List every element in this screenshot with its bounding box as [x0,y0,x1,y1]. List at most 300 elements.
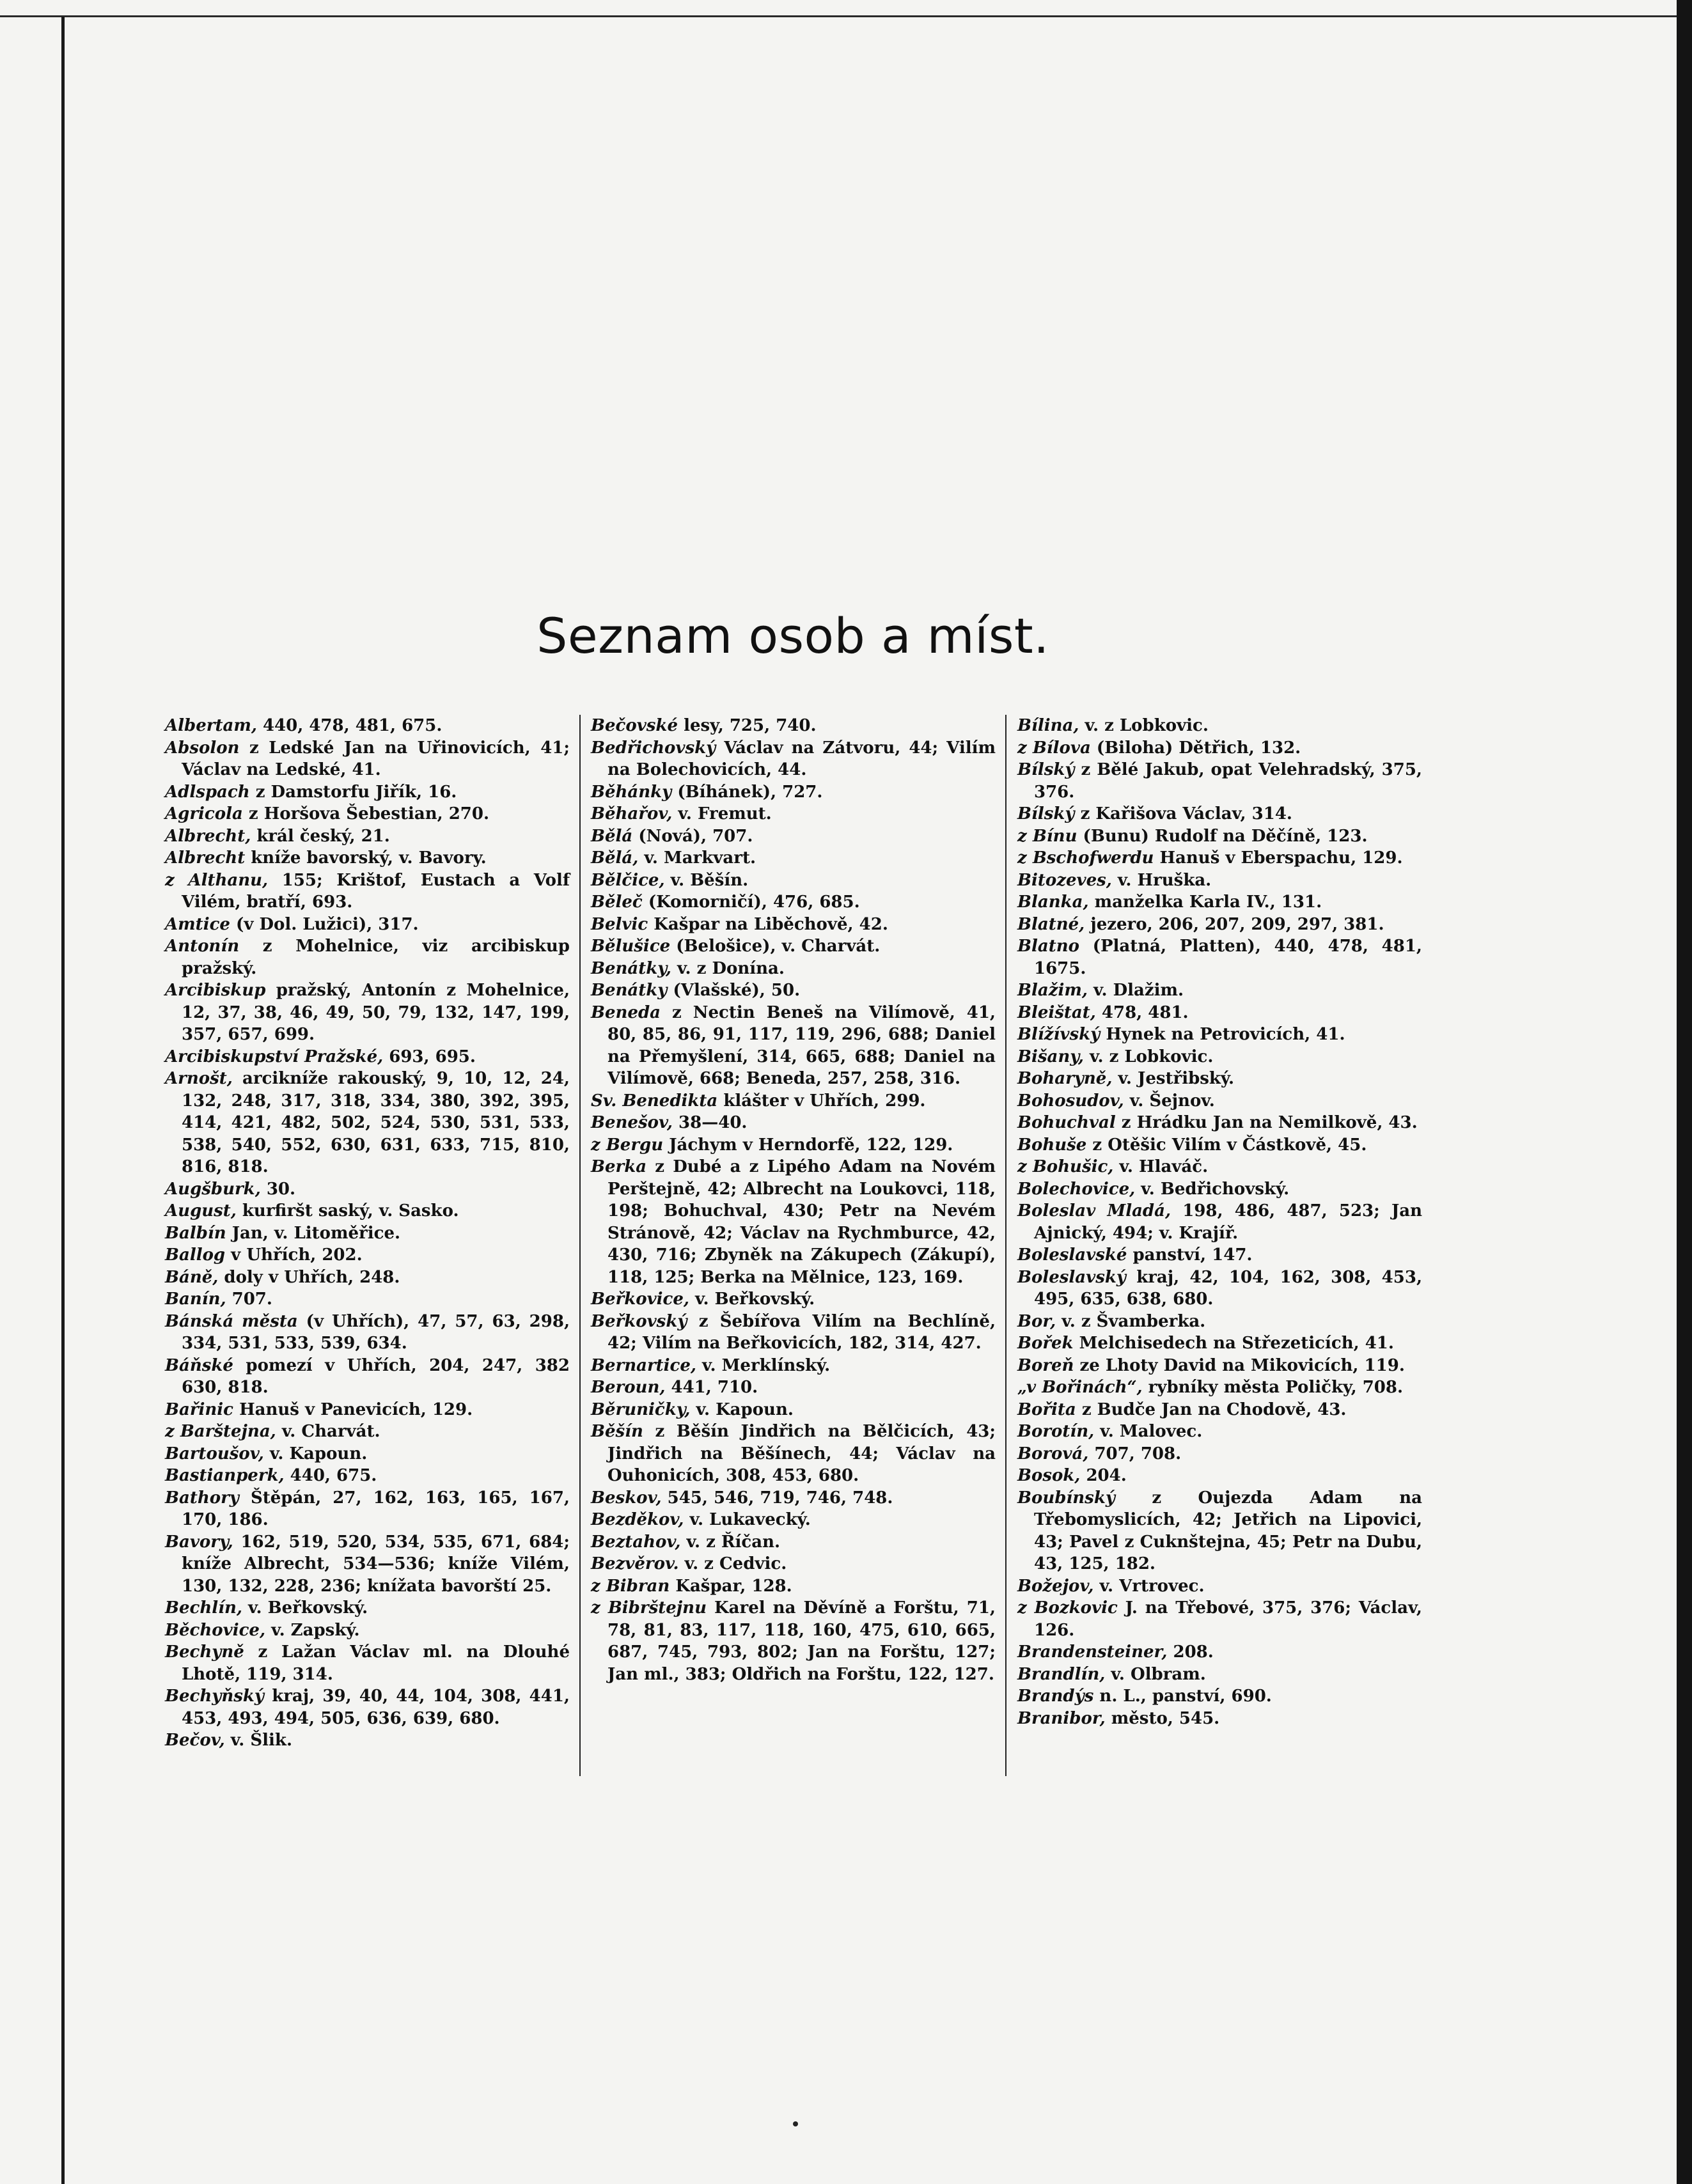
index-entry-text: z Otěšic Vilím v Částkově, 45. [1092,1135,1367,1155]
index-entry-heading: Bavory, [165,1532,233,1552]
index-entry-heading: Boubínský [1017,1488,1115,1508]
index-entry-heading: Bernartice, [591,1355,696,1375]
index-entry-heading: Bezděkov, [591,1510,684,1529]
index-entry-heading: Beroun, [591,1378,666,1397]
index-entry [1017,1046,1422,1068]
index-entry-heading: Albertam, [165,716,257,735]
index-entry-heading: Boreň [1017,1355,1074,1375]
index-entry [165,1288,570,1311]
index-entry-text: kníže bavorský, v. Bavory. [251,848,487,868]
index-entry-text: v. Hruška. [1117,870,1212,890]
index-entry-heading: „v Bořinách“, [1017,1378,1143,1397]
index-entry-text: jezero, 206, 207, 209, 297, 381. [1090,914,1384,934]
index-entry-heading: z Bibrštejnu [591,1598,707,1618]
index-entry-text: Štěpán, 27, 162, 163, 165, 167, 170, 186. [182,1488,570,1529]
index-entry-text: z Oujezda Adam na Třebomyslicích, 42; Jetřich na Lipovici, 43; Pavel z Cuknštejna, 45; Petr na Dubu, 43, 125, 182. [1034,1488,1422,1573]
index-entry-heading: Augšburk, [165,1179,261,1199]
index-entry [1017,1090,1422,1112]
index-entry-text: z Mohelnice, viz arcibiskup pražský. [182,937,570,978]
index-column-3 [1017,715,1422,1729]
index-entry [165,1729,570,1752]
index-entry-heading: Bezvěrov. [591,1554,679,1573]
page-top-edge [0,0,1677,17]
index-entry-text: (Platná, Platten), 440, 478, 481, 1675. [1034,937,1422,978]
index-entry-text: 204. [1086,1466,1127,1485]
index-entry [165,1399,570,1421]
index-entry-heading: Amtice [165,914,230,934]
index-entry [1017,759,1422,803]
index-entry [591,1487,996,1509]
index-entry-text: v. z Cedvic. [684,1554,787,1573]
index-entry [165,1178,570,1201]
index-entry-text: Václav na Zátvoru, 44; Vilím na Bolechovicích, 44. [607,738,996,779]
index-entry [591,1134,996,1157]
index-entry-text: manželka Karla IV., 131. [1094,893,1322,912]
index-entry-text: v. Lukavecký. [689,1510,811,1529]
index-entry-text: n. L., panství, 690. [1099,1687,1272,1706]
index-entry-text: v. Malovec. [1100,1422,1203,1441]
index-entry-heading: Bělčice, [591,870,665,890]
index-entry-text: v. Dlažim. [1093,981,1184,1000]
index-entry-heading: Bolechovice, [1017,1179,1136,1199]
index-entry [591,1575,996,1598]
index-entry [591,1399,996,1421]
index-entry [1017,1068,1422,1090]
index-entry-text: v. Běšín. [670,870,749,890]
index-entry-heading: Bechlín, [165,1598,242,1618]
index-entry-text: v. Bedřichovský. [1141,1179,1290,1199]
index-entry-text: (Nová), 707. [638,826,753,846]
index-entry [1017,1024,1422,1046]
index-entry-text: (Biloha) Dětřich, 132. [1096,738,1301,758]
index-entry-text: 208. [1173,1642,1214,1662]
index-entry-text: v. Kapoun. [696,1400,794,1419]
index-entry [591,935,996,958]
index-entry [165,1046,570,1068]
index-entry-heading: Benátky [591,981,668,1000]
index-entry [1017,870,1422,892]
index-entry [591,1531,996,1554]
page-mark [793,2121,798,2126]
index-entry-text: město, 545. [1111,1708,1220,1728]
index-entry-heading: Brandensteiner, [1017,1642,1168,1662]
index-entry-text: Jan, v. Litoměřice. [231,1223,401,1243]
index-entry-text: Hanuš v Panevicích, 129. [239,1400,473,1419]
index-entry-heading: Bečovské [591,716,678,735]
index-entry-heading: Benešov, [591,1113,673,1132]
index-entry [1017,1708,1422,1730]
index-entry [165,803,570,825]
index-entry [1017,1597,1422,1641]
index-entry-text: Hynek na Petrovicích, 41. [1106,1025,1345,1044]
index-entry-heading: Báňské [165,1355,233,1375]
index-entry-text: z Běšín Jindřich na Bělčicích, 43; Jindřich na Běšínech, 44; Václav na Ouhonicích, 308, 453, 680. [607,1422,996,1485]
index-entry-text: Kašpar na Liběchově, 42. [654,914,888,934]
index-entry-heading: Boleslav Mladá, [1017,1201,1171,1221]
page-title-text: Seznam osob a míst. [537,607,1049,664]
index-entry [591,737,996,781]
index-entry-text: 440, 478, 481, 675. [262,716,443,735]
index-entry-text: (Bíhánek), 727. [677,782,823,802]
index-entry [1017,1112,1422,1134]
index-entry [165,1267,570,1289]
index-entry-heading: Bělá, [591,848,639,868]
index-entry [165,1619,570,1642]
index-entry-text: (Komorničí), 476, 685. [648,893,860,912]
index-entry-text: 707. [231,1290,272,1309]
index-entry-text: v. Vrtrovec. [1099,1576,1205,1596]
index-entry [1017,1355,1422,1377]
index-entry [165,737,570,781]
index-entry-text: v. Charvát. [281,1422,380,1441]
index-entry [165,935,570,979]
index-entry [165,1487,570,1531]
index-entry-heading: Banín, [165,1290,226,1309]
index-entry-text: 38—40. [678,1113,748,1132]
index-entry [591,715,996,737]
index-entry-text: z Horšova Šebestian, 270. [248,804,490,823]
left-margin-rule [61,17,65,2184]
page-title [0,607,1586,664]
index-entry-text: arcikníže rakouský, 9, 10, 12, 24, 132, 248, 317, 318, 334, 380, 392, 395, 414, 421, 482, 502, 524, 530, 531, 533, 538, 540, 552, 630, 631, 633, 715, 810, 816, 818. [182,1069,570,1176]
index-entry-heading: Arcibiskupství Pražské, [165,1047,384,1066]
scan-right-edge [1677,0,1692,2184]
index-entry-heading: Borotín, [1017,1422,1095,1441]
index-entry-text: v. Šlik. [230,1731,292,1750]
index-entry-text: v. Beřkovský. [248,1598,368,1618]
index-entry-heading: Běchovice, [165,1620,266,1640]
index-entry-heading: Boharyně, [1017,1069,1113,1088]
index-entry-text: 478, 481. [1101,1002,1189,1022]
index-column-1 [165,715,570,1752]
index-entry-text: (Belošice), v. Charvát. [676,937,881,956]
index-entry-text: v. Hlaváč. [1119,1157,1209,1176]
index-entry [591,914,996,936]
index-entry [591,1112,996,1134]
index-entry-text: doly v Uhřích, 248. [224,1267,400,1287]
index-entry-heading: Bořita [1017,1400,1076,1419]
index-entry-heading: Blatno [1017,937,1079,956]
index-entry-heading: Borová, [1017,1444,1089,1463]
index-entry [591,1553,996,1575]
index-entry-heading: Boleslavský [1017,1267,1126,1287]
index-entry-text: v. Zapský. [271,1620,360,1640]
index-entry-heading: Bohuchval [1017,1113,1116,1132]
index-entry [165,870,570,914]
index-entry [165,1200,570,1222]
index-entry-text: kraj, 42, 104, 162, 308, 453, 495, 635, 638, 680. [1034,1267,1422,1309]
index-entry-text: v. Šejnov. [1129,1091,1215,1111]
index-entry [165,825,570,848]
index-entry [165,1443,570,1465]
index-entry-heading: Bánská města [165,1311,298,1331]
index-entry [1017,914,1422,936]
index-entry-heading: Bařinic [165,1400,234,1419]
index-entry-text: král český, 21. [256,826,390,846]
index-entry-heading: Běšín [591,1422,643,1441]
index-entry [591,1597,996,1685]
index-entry-text: v. Kapoun. [269,1444,368,1463]
index-entry [1017,1465,1422,1487]
index-entry-text: 440, 675. [290,1466,377,1485]
index-entry [1017,891,1422,914]
index-entry-heading: Bedřichovský [591,738,716,758]
index-entry [1017,979,1422,1002]
index-entry [165,781,570,804]
index-entry-text: klášter v Uhřích, 299. [723,1091,926,1111]
index-entry [1017,715,1422,737]
index-entry-text: Hanuš v Eberspachu, 129. [1159,848,1403,868]
index-entry-heading: Bosok, [1017,1466,1081,1485]
index-entry [591,1377,996,1399]
index-entry [165,1244,570,1267]
index-entry-text: v. z Říčan. [686,1532,781,1552]
index-entry-text: z Damstorfu Jiřík, 16. [255,782,457,802]
index-entry-text: 198, 486, 487, 523; Jan Ajnický, 494; v. Krajíř. [1034,1201,1422,1243]
index-entry [1017,1399,1422,1421]
index-entry-heading: Bišany, [1017,1047,1084,1066]
index-entry-heading: Bořek [1017,1334,1074,1353]
index-entry [165,1641,570,1685]
index-entry-heading: Beřkovský [591,1311,687,1331]
index-entry-text: 162, 519, 520, 534, 535, 671, 684; kníže Albrecht, 534—536; kníže Vilém, 130, 132, 228, 236; knížata bavorští 25. [182,1532,570,1596]
index-entry [165,914,570,936]
index-entry-text: v. Olbram. [1111,1664,1206,1684]
index-entry [1017,1443,1422,1465]
index-entry-heading: Benátky, [591,958,671,978]
index-entry-text: 30. [266,1179,296,1199]
index-entry-text: pomezí v Uhřích, 204, 247, 382 630, 818. [182,1355,570,1397]
index-entry-heading: Arcibiskup [165,981,266,1000]
index-entry-heading: Agricola [165,804,243,823]
index-entry-text: (Bunu) Rudolf na Děčíně, 123. [1083,826,1368,846]
index-entry-heading: z Bohušic, [1017,1157,1114,1176]
index-entry-heading: z Barštejna, [165,1422,276,1441]
index-entry [1017,737,1422,760]
index-entry [591,1288,996,1311]
index-entry [1017,1685,1422,1708]
index-entry-heading: Bílský [1017,804,1075,823]
index-entry-heading: Bechyňský [165,1687,265,1706]
index-entry-text: Karel na Děvíně a Forštu, 71, 78, 81, 83, 117, 118, 160, 475, 610, 665, 687, 745, 793, 802; Jan na Forštu, 127; Jan ml., 383; Oldřich na Forštu, 122, 127. [607,1598,996,1684]
index-entry-heading: Branibor, [1017,1708,1106,1728]
index-entry-heading: Bílský [1017,760,1075,779]
index-entry-heading: Bartoušov, [165,1444,264,1463]
index-entry-heading: z Bergu [591,1135,664,1155]
index-entry-text: v Uhřích, 202. [231,1245,363,1265]
index-entry-heading: Bělá [591,826,633,846]
index-entry-text: J. na Třebové, 375, 376; Václav, 126. [1034,1598,1422,1640]
index-entry [591,979,996,1002]
index-entry-heading: Bathory [165,1488,239,1508]
index-entry-text: z Bělé Jakub, opat Velehradský, 375, 376. [1034,760,1422,802]
index-entry-text: Kašpar, 128. [675,1576,792,1596]
index-entry-text: v. z Lobkovic. [1085,716,1209,735]
index-entry-text: v. z Lobkovic. [1089,1047,1214,1066]
index-entry [591,1355,996,1377]
index-entry [1017,1134,1422,1157]
index-entry-heading: z Bibran [591,1576,670,1596]
index-entry [165,1311,570,1355]
index-entry-heading: Brandýs [1017,1687,1094,1706]
index-entry [1017,803,1422,825]
index-entry [591,1002,996,1090]
index-entry [591,870,996,892]
index-entry-text: 441, 710. [671,1378,758,1397]
index-entry [1017,1421,1422,1443]
index-entry [591,958,996,980]
index-column-2 [591,715,996,1685]
index-entry-heading: August, [165,1201,237,1221]
index-entry [1017,1267,1422,1311]
index-entry-text: kraj, 39, 40, 44, 104, 308, 441, 453, 493, 494, 505, 636, 639, 680. [182,1687,570,1728]
index-entry-heading: Beskov, [591,1488,662,1508]
index-entry [165,1068,570,1178]
index-entry [591,1156,996,1288]
index-entry [591,825,996,848]
index-entry-text: v. Fremut. [678,804,772,823]
index-entry-text: (Vlašské), 50. [673,981,801,1000]
index-entry [165,1465,570,1487]
index-entry [1017,847,1422,870]
index-entry-text: v. Beřkovský. [695,1290,815,1309]
index-entry [165,1597,570,1619]
index-entry-heading: z Bschofwerdu [1017,848,1154,868]
index-entry-text: kurfiršt saský, v. Sasko. [242,1201,459,1221]
index-entry [165,847,570,870]
index-entry-text: v. Merklínský. [702,1355,831,1375]
index-entry-heading: Boleslavské [1017,1245,1127,1265]
index-entry-text: v. Jestřibský. [1118,1069,1235,1088]
index-entry-text: rybníky města Poličky, 708. [1148,1378,1404,1397]
index-entry [591,1311,996,1355]
index-entry-text: 155; Krištof, Eustach a Volf Vilém, bratří, 693. [182,870,570,912]
index-entry [591,847,996,870]
index-entry-text: pražský, Antonín z Mohelnice, 12, 37, 38, 46, 49, 50, 79, 132, 147, 199, 357, 657, 699. [182,981,570,1044]
index-entry [591,1090,996,1112]
index-entry-heading: Ballog [165,1245,226,1265]
index-entry [1017,1156,1422,1178]
index-entry-text: (v Uhřích), 47, 57, 63, 298, 334, 531, 533, 539, 634. [182,1311,570,1353]
index-entry-heading: z Althanu, [165,870,269,890]
index-entry [1017,1575,1422,1598]
index-entry-text: z Nectin Beneš na Vilímově, 41, 80, 85, 86, 91, 117, 119, 296, 688; Daniel na Přemyšlení, 314, 665, 688; Daniel na Vilímově, 668; Beneda, 257, 258, 316. [607,1002,996,1088]
index-entry-text: Melchisedech na Střezeticích, 41. [1079,1334,1394,1353]
index-entry-text: z Šebířova Vilím na Bechlíně, 42; Vilím na Beřkovicích, 182, 314, 427. [607,1311,996,1353]
index-entry-heading: Sv. Benedikta [591,1091,718,1111]
index-entry-heading: Bečov, [165,1731,225,1750]
index-entry [591,1421,996,1487]
index-entry-heading: Blažim, [1017,981,1088,1000]
index-entry-heading: Bitozeves, [1017,870,1112,890]
index-entry-heading: Bohosudov, [1017,1091,1124,1111]
index-entry-heading: Blížívský [1017,1025,1101,1044]
index-entry [165,715,570,737]
index-entry [1017,1244,1422,1267]
index-entry-text: lesy, 725, 740. [684,716,817,735]
index-entry [1017,1332,1422,1355]
index-entry-heading: Bechyně [165,1642,244,1662]
index-entry-heading: Absolon [165,738,240,758]
index-entry-heading: Bor, [1017,1311,1056,1331]
index-entry-heading: Běhánky [591,782,672,802]
index-entry-text: z Budče Jan na Chodově, 43. [1081,1400,1347,1419]
index-entry [165,1355,570,1399]
index-entry-heading: z Bínu [1017,826,1077,846]
index-entry-text: z Ledské Jan na Uřinovicích, 41; Václav na Ledské, 41. [182,738,570,779]
index-entry-text: v. Markvart. [644,848,756,868]
index-entry-text: 707, 708. [1094,1444,1182,1463]
index-entry [591,1509,996,1531]
index-entry-heading: Beztahov, [591,1532,681,1552]
index-entry-heading: Bohuše [1017,1135,1087,1155]
index-entry [1017,1200,1422,1244]
index-entry-text: v. z Donína. [677,958,785,978]
index-entry-text: z Kařišova Václav, 314. [1080,804,1292,823]
index-entry-heading: Antonín [165,937,240,956]
index-entry [591,803,996,825]
index-entry-text: ze Lhoty David na Mikovicích, 119. [1079,1355,1405,1375]
index-entry-text: 693, 695. [389,1047,476,1066]
index-entry [591,781,996,804]
index-entry [1017,1002,1422,1024]
index-entry-heading: Brandlín, [1017,1664,1106,1684]
index-entry [165,1685,570,1729]
column-divider [579,715,581,1776]
index-entry-heading: Balbín [165,1223,226,1243]
index-entry [1017,1664,1422,1686]
index-entry-heading: Běhařov, [591,804,673,823]
index-entry-heading: Blanka, [1017,893,1089,912]
index-entry-heading: Bastianperk, [165,1466,285,1485]
index-entry [1017,825,1422,848]
column-divider [1005,715,1007,1776]
index-entry [1017,935,1422,979]
index-entry-text: z Lažan Václav ml. na Dlouhé Lhotě, 119, 314. [182,1642,570,1684]
index-entry-text: z Dubé a z Lipého Adam na Novém Perštejně, 42; Albrecht na Loukovci, 118, 198; Bohuchval, 430; Petr na Nevém Stránově, 42; Václav na Rychmburce, 42, 430, 716; Zbyněk na Zákupech (Zákupí), 118, 125; Berka na Mělnice, 123, 169. [607,1157,996,1287]
index-entry [591,891,996,914]
index-entry-text: v. z Švamberka. [1061,1311,1206,1331]
index-entry-heading: Beneda [591,1002,661,1022]
index-entry-heading: z Bílova [1017,738,1091,758]
index-entry-heading: z Bozkovic [1017,1598,1118,1618]
index-entry [165,1531,570,1598]
index-entry [1017,1377,1422,1399]
index-entry-heading: Blatné, [1017,914,1085,934]
index-entry [1017,1311,1422,1333]
index-entry-text: (v Dol. Lužici), 317. [236,914,419,934]
index-entry-heading: Arnošt, [165,1069,233,1088]
index-entry-heading: Belvic [591,914,648,934]
index-entry-heading: Báně, [165,1267,219,1287]
index-entry [1017,1178,1422,1201]
index-entry-heading: Bílina, [1017,716,1079,735]
index-entry-heading: Adlspach [165,782,250,802]
index-entry-text: z Hrádku Jan na Nemilkově, 43. [1121,1113,1418,1132]
index-entry-heading: Božejov, [1017,1576,1094,1596]
index-entry-text: Jáchym v Herndorfě, 122, 129. [669,1135,953,1155]
index-entry-heading: Albrecht, [165,826,251,846]
index-entry [165,979,570,1046]
index-entry-heading: Běleč [591,893,643,912]
index-entry [165,1222,570,1245]
index-entry-heading: Albrecht [165,848,246,868]
index-entry [1017,1641,1422,1664]
index-entry-text: 545, 546, 719, 746, 748. [667,1488,893,1508]
index-entry-text: panství, 147. [1132,1245,1253,1265]
index-entry [165,1421,570,1443]
index-entry-heading: Beřkovice, [591,1290,689,1309]
